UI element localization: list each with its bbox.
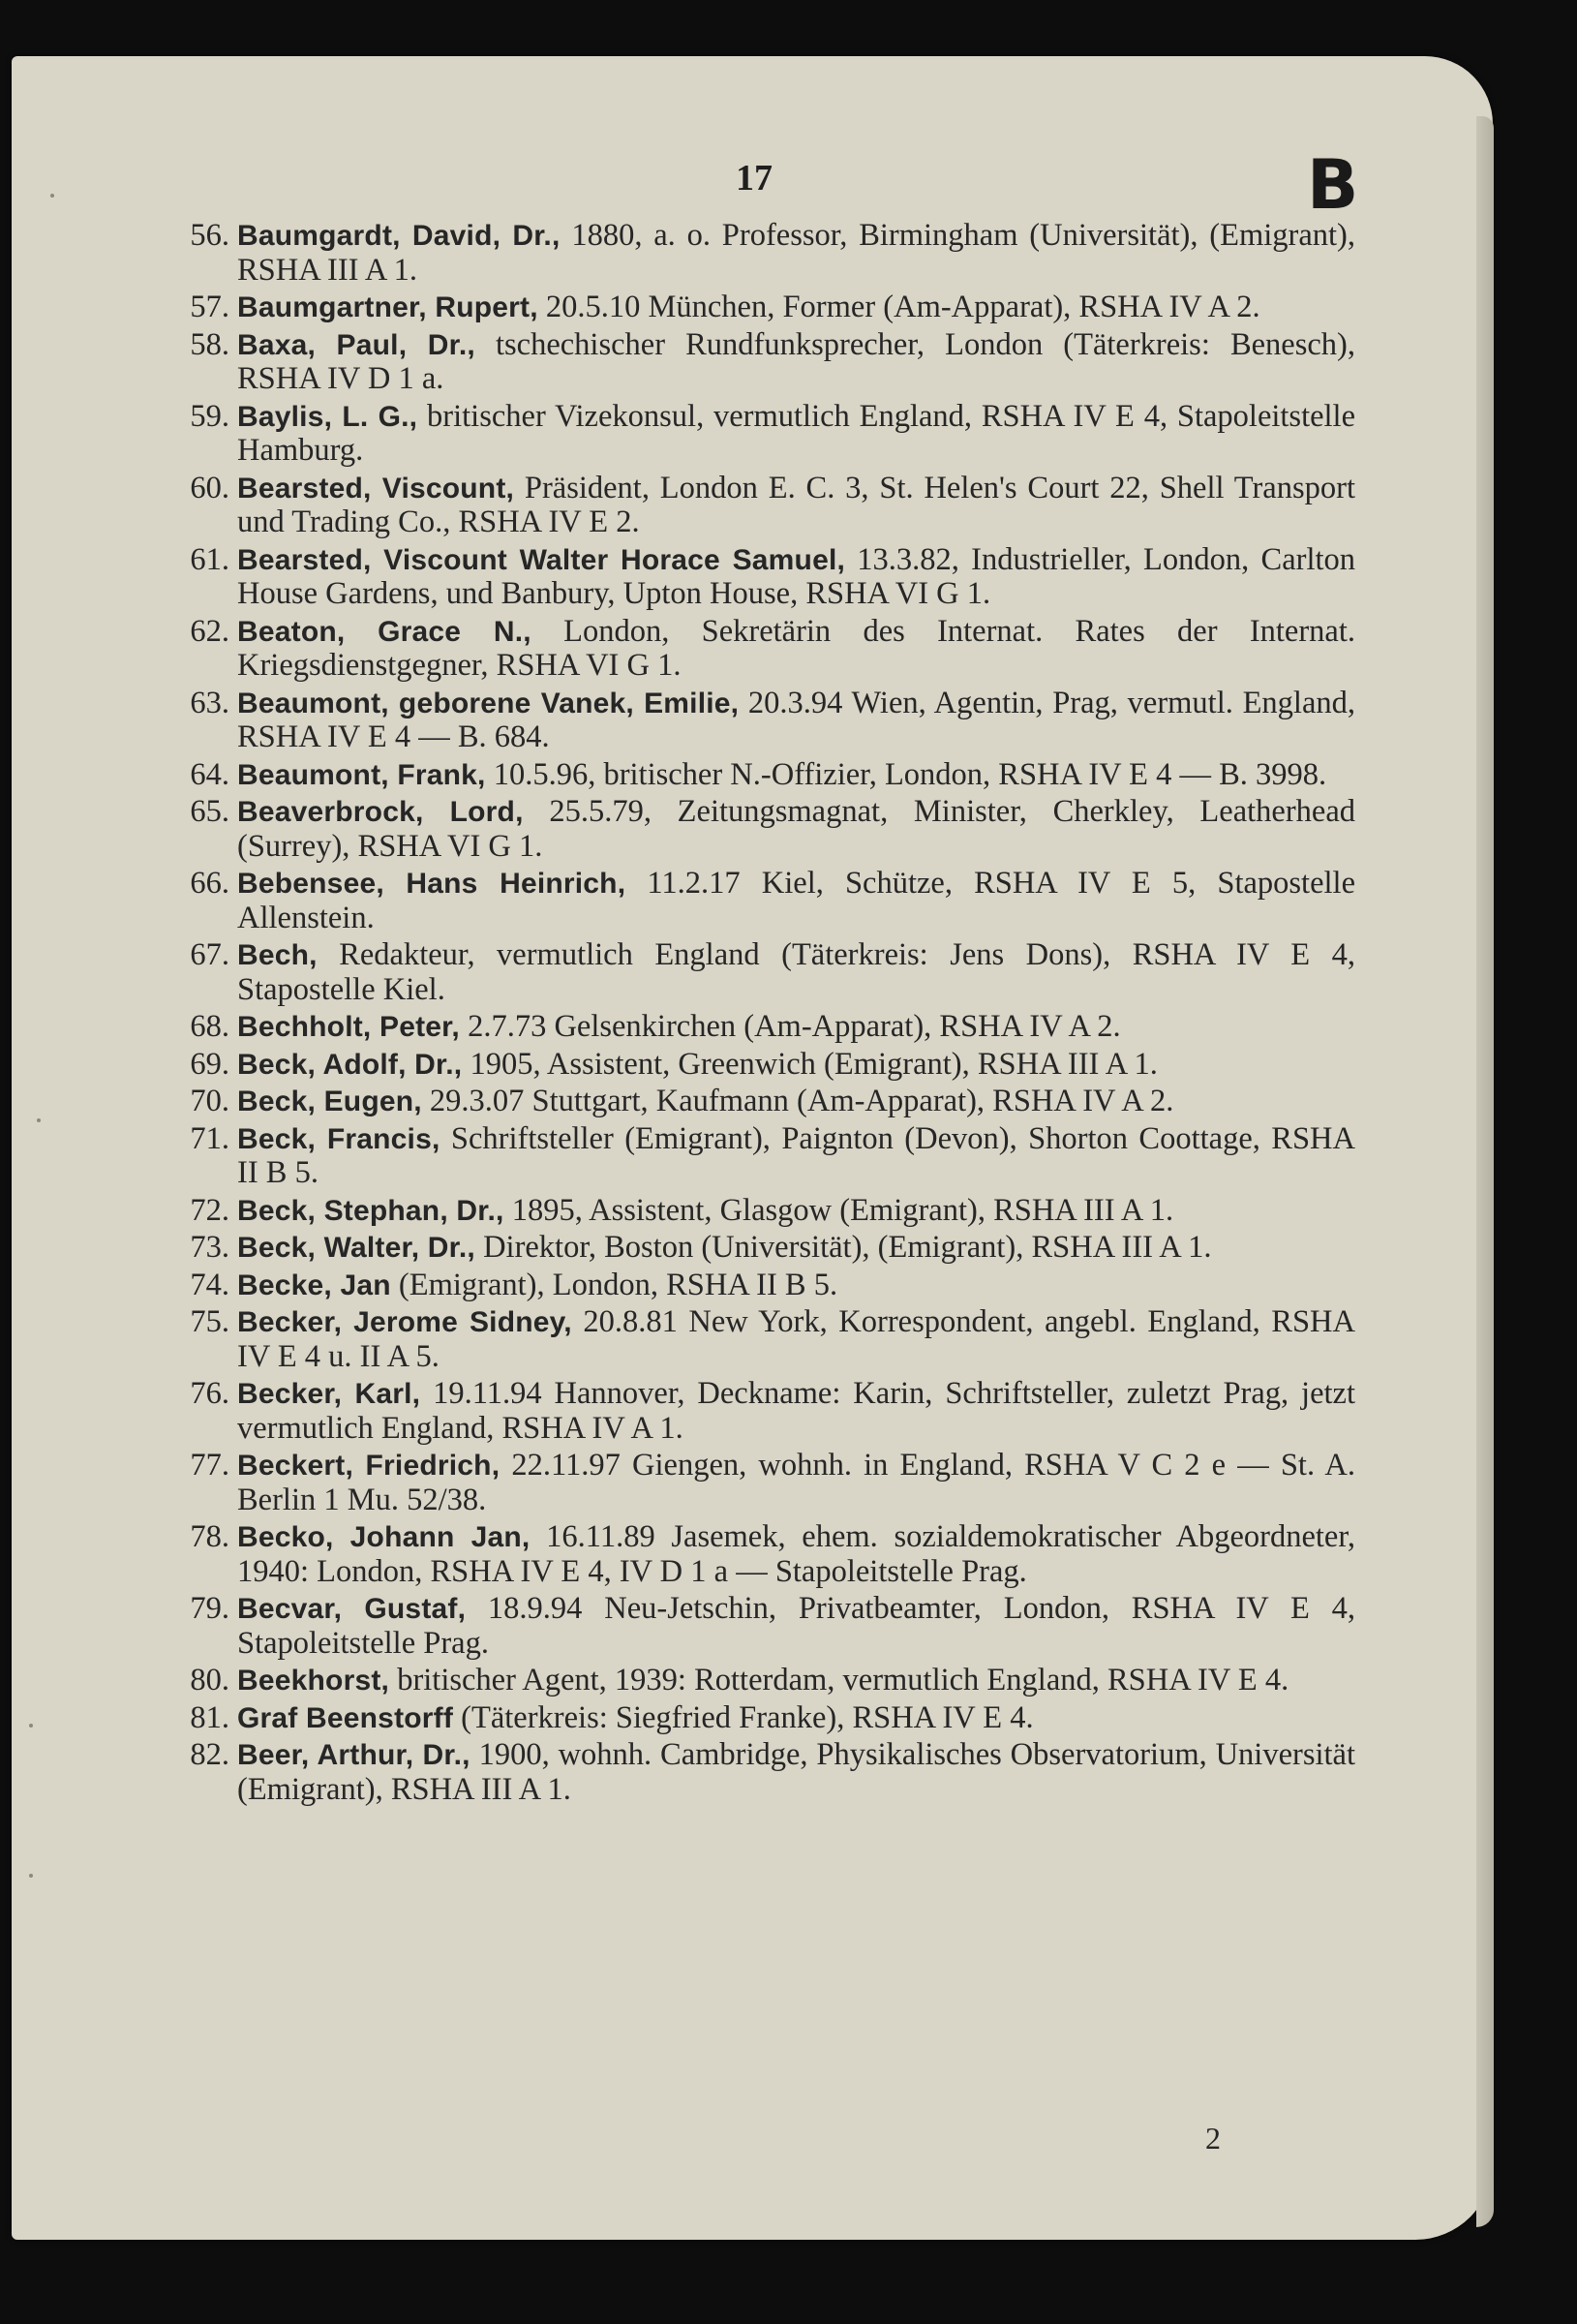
entry-number: 69. <box>190 1046 229 1082</box>
entry-name: Baxa, Paul, Dr., <box>237 328 475 361</box>
entry-name: Bearsted, Viscount Walter Horace Samuel, <box>237 543 846 576</box>
entry-name: Bebensee, Hans Heinrich, <box>237 868 626 900</box>
entry-name: Becker, Karl, <box>237 1378 421 1410</box>
list-item <box>169 867 1355 935</box>
binding-mark <box>37 1118 41 1122</box>
binding-mark <box>29 1724 33 1728</box>
entry-name: Beck, Adolf, Dr., <box>237 1048 463 1081</box>
list-item <box>169 1194 1355 1229</box>
list-item <box>169 1664 1355 1698</box>
list-item <box>169 290 1355 325</box>
entry-number: 70. <box>190 1084 229 1118</box>
entry-text: Schriftsteller (Emigrant), Paignton (Devon), Shorton Coottage, RSHA II B 5. <box>237 1120 1355 1190</box>
entry-text: 1900, wohnh. Cambridge, Physikalisches Observatorium, Universität (Emigrant), RSHA III A 1. <box>237 1737 1355 1807</box>
entry-name: Beck, Stephan, Dr., <box>237 1194 504 1227</box>
entry-name: Becker, Jerome Sidney, <box>237 1306 572 1338</box>
entry-name: Beaumont, geborene Vanek, Emilie, <box>237 687 740 719</box>
entry-text: 10.5.96, britischer N.-Offizier, London, RSHA IV E 4 — B. 3998. <box>485 756 1327 792</box>
list-item <box>169 328 1355 397</box>
entry-name: Baumgardt, David, Dr., <box>237 220 561 252</box>
entry-name: Bechholt, Peter, <box>237 1011 460 1043</box>
entry-name: Becke, Jan <box>237 1269 391 1301</box>
entry-number: 79. <box>190 1591 229 1626</box>
entry-name: Beaumont, Frank, <box>237 758 486 791</box>
entry-text: 1905, Assistent, Greenwich (Emigrant), RSHA III A 1. <box>462 1046 1158 1082</box>
entry-text: London, Sekretärin des Internat. Rates der Internat. Kriegsdienstgegner, RSHA VI G 1. <box>237 613 1355 683</box>
list-item <box>169 938 1355 1007</box>
entry-text: 16.11.89 Jasemek, ehem. sozialdemokratischer Abgeordneter, 1940: London, RSHA IV E 4, IV D 1 a — Stapoleitstelle Prag. <box>237 1519 1355 1589</box>
list-item <box>169 1231 1355 1266</box>
entry-name: Beekhorst, <box>237 1665 390 1697</box>
entry-text: 11.2.17 Kiel, Schütze, RSHA IV E 5, Stapostelle Allenstein. <box>237 866 1355 935</box>
list-item <box>169 1122 1355 1191</box>
page-edge <box>1476 116 1494 2227</box>
list-item <box>169 1377 1355 1446</box>
entry-name: Beck, Walter, Dr., <box>237 1232 475 1264</box>
list-item <box>169 1269 1355 1303</box>
entry-text: 1895, Assistent, Glasgow (Emigrant), RSHA III A 1. <box>503 1192 1174 1228</box>
entry-number: 66. <box>190 866 229 901</box>
signature-number: 2 <box>1205 2121 1221 2156</box>
entry-number: 60. <box>190 470 229 505</box>
list-item <box>169 1520 1355 1589</box>
entry-number: 76. <box>190 1376 229 1411</box>
list-item <box>169 1305 1355 1374</box>
entry-text: tschechischer Rundfunksprecher, London (Täterkreis: Benesch), RSHA IV D 1 a. <box>237 326 1355 396</box>
entry-text: britischer Agent, 1939: Rotterdam, vermutlich England, RSHA IV E 4. <box>389 1663 1289 1697</box>
list-item <box>169 1449 1355 1517</box>
entry-number: 82. <box>190 1737 229 1772</box>
entry-number: 61. <box>190 541 229 577</box>
entry-name: Beck, Francis, <box>237 1122 440 1155</box>
entry-text: 20.5.10 München, Former (Am-Apparat), RSHA IV A 2. <box>537 290 1260 324</box>
entry-name: Becko, Johann Jan, <box>237 1521 531 1553</box>
entry-text: 22.11.97 Giengen, wohnh. in England, RSHA V C 2 e — St. A. Berlin 1 Mu. 52/38. <box>237 1448 1356 1517</box>
entry-text: 25.5.79, Zeitungsmagnat, Minister, Cherkley, Leatherhead (Surrey), RSHA VI G 1. <box>237 794 1356 864</box>
section-letter: B <box>1307 145 1359 225</box>
entry-text: Präsident, London E. C. 3, St. Helen's Court 22, Shell Transport und Trading Co., RSHA IV E 2. <box>237 470 1355 539</box>
entry-name: Becvar, Gustaf, <box>237 1593 467 1625</box>
entry-text: 19.11.94 Hannover, Deckname: Karin, Schriftsteller, zuletzt Prag, jetzt vermutlich England, RSHA IV A 1. <box>237 1376 1355 1446</box>
entry-number: 65. <box>190 794 229 829</box>
entry-text: 20.3.94 Wien, Agentin, Prag, vermutl. England, RSHA IV E 4 — B. 684. <box>237 685 1355 754</box>
list-item <box>169 1048 1355 1083</box>
list-item <box>169 543 1355 612</box>
entry-list <box>169 219 1355 1810</box>
entry-number: 73. <box>190 1230 229 1265</box>
entry-name: Beer, Arthur, Dr., <box>237 1739 470 1771</box>
entry-number: 67. <box>190 937 229 972</box>
list-item <box>169 472 1355 540</box>
entry-name: Bearsted, Viscount, <box>237 472 515 505</box>
entry-number: 71. <box>190 1120 229 1156</box>
list-item <box>169 687 1355 755</box>
entry-name: Baumgartner, Rupert, <box>237 291 538 323</box>
entry-text: 18.9.94 Neu-Jetschin, Privatbeamter, London, RSHA IV E 4, Stapoleitstelle Prag. <box>237 1591 1355 1661</box>
list-item <box>169 400 1355 469</box>
entry-text: (Täterkreis: Siegfried Franke), RSHA IV E 4. <box>453 1699 1034 1735</box>
entry-number: 80. <box>190 1663 229 1697</box>
entry-text: Direktor, Boston (Universität), (Emigrant), RSHA III A 1. <box>474 1230 1212 1265</box>
list-item <box>169 795 1355 864</box>
entry-text: 20.8.81 New York, Korrespondent, angebl. England, RSHA IV E 4 u. II A 5. <box>237 1304 1355 1374</box>
list-item <box>169 1010 1355 1045</box>
entry-number: 64. <box>190 756 229 792</box>
entry-name: Baylis, L. G., <box>237 400 418 433</box>
list-item <box>169 1085 1355 1119</box>
entry-text: 13.3.82, Industrieller, London, Carlton House Gardens, und Banbury, Upton House, RSHA VI G 1. <box>237 541 1356 611</box>
entry-number: 62. <box>190 613 229 649</box>
page-number: 17 <box>736 158 773 199</box>
entry-text: (Emigrant), London, RSHA II B 5. <box>390 1267 838 1302</box>
entry-text: 2.7.73 Gelsenkirchen (Am-Apparat), RSHA IV A 2. <box>459 1009 1121 1044</box>
entry-text: 29.3.07 Stuttgart, Kaufmann (Am-Apparat), RSHA IV A 2. <box>421 1084 1174 1118</box>
binding-mark <box>29 1874 33 1878</box>
entry-number: 72. <box>190 1192 229 1228</box>
list-item <box>169 758 1355 793</box>
list-item <box>169 615 1355 684</box>
entry-name: Beck, Eugen, <box>237 1086 422 1117</box>
entry-number: 78. <box>190 1519 229 1554</box>
entry-name: Graf Beenstorff <box>237 1701 454 1734</box>
entry-name: Beaverbrock, Lord, <box>237 796 524 828</box>
list-item <box>169 219 1355 288</box>
entry-number: 63. <box>190 685 229 720</box>
list-item <box>169 1738 1355 1807</box>
entry-text: 1880, a. o. Professor, Birmingham (Universität), (Emigrant), RSHA III A 1. <box>237 218 1355 288</box>
entry-number: 59. <box>190 398 229 434</box>
entry-name: Beaton, Grace N., <box>237 615 531 648</box>
list-item <box>169 1701 1355 1736</box>
entry-name: Beckert, Friedrich, <box>237 1450 500 1482</box>
entry-number: 56. <box>190 218 229 253</box>
entry-number: 75. <box>190 1304 229 1339</box>
entry-number: 81. <box>190 1699 229 1735</box>
entry-text: britischer Vizekonsul, vermutlich England, RSHA IV E 4, Stapoleitstelle Hamburg. <box>237 398 1356 468</box>
page-header <box>0 145 1577 223</box>
entry-name: Bech, <box>237 939 318 971</box>
entry-number: 77. <box>190 1448 229 1483</box>
entry-number: 57. <box>190 290 229 324</box>
entry-number: 68. <box>190 1009 229 1044</box>
entry-number: 58. <box>190 326 229 362</box>
list-item <box>169 1592 1355 1661</box>
entry-number: 74. <box>190 1267 229 1302</box>
entry-text: Redakteur, vermutlich England (Täterkreis: Jens Dons), RSHA IV E 4, Stapostelle Kiel. <box>237 937 1355 1007</box>
